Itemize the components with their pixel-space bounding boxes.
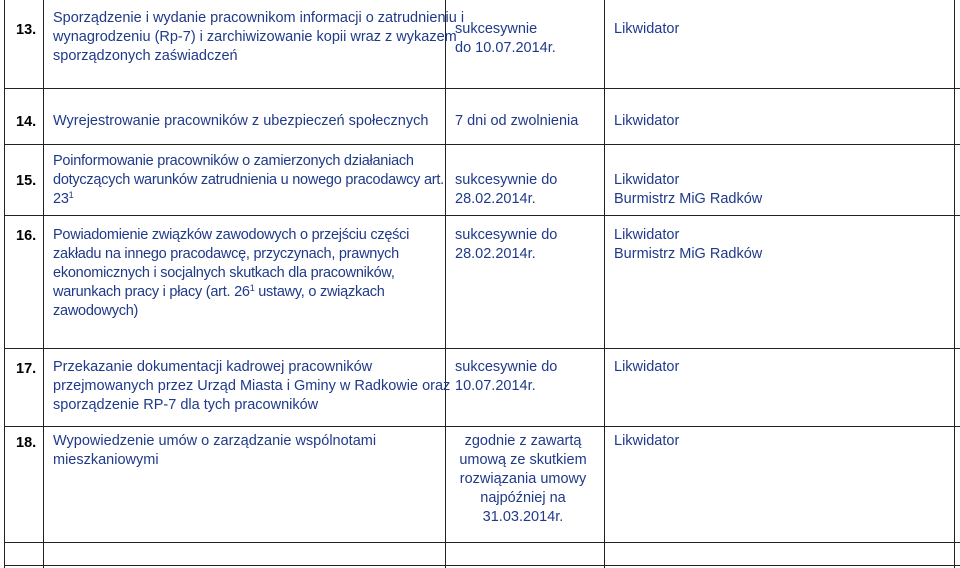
column-divider: [43, 0, 44, 568]
row-deadline: sukcesywnie do 10.07.2014r.: [455, 359, 558, 394]
column-divider: [445, 0, 446, 568]
row-number: 17.: [16, 361, 37, 377]
row-responsible: Likwidator Burmistrz MiG Radków: [614, 172, 763, 207]
row-responsible: Likwidator: [614, 433, 680, 449]
row-responsible: Likwidator: [614, 21, 680, 37]
row-description: Wyrejestrowanie pracowników z ubezpieczeń społecznych: [53, 113, 429, 129]
row-description: Powiadomienie związków zawodowych o przejściu części zakładu na innego pracodawcę, przyczynach, prawnych ekonomicznych i socjalnych skutkach dla pracowników, warunkach pracy i płacy (art. $26^1$ ustawy, o związkach zawodowych): [53, 227, 410, 319]
row-number: 18.: [16, 435, 37, 451]
row-deadline: 7 dni od zwolnienia: [455, 113, 579, 129]
row-deadline: sukcesywnie do 28.02.2014r.: [455, 227, 558, 262]
table-border-bottom: [4, 565, 960, 566]
row-divider: [4, 215, 960, 216]
row-divider: [4, 348, 960, 349]
row-responsible: Likwidator: [614, 113, 680, 129]
row-deadline: sukcesywnie do 10.07.2014r.: [455, 21, 556, 56]
row-divider: [4, 88, 960, 89]
row-number: 16.: [16, 228, 37, 244]
row-number: 14.: [16, 114, 37, 130]
row-responsible: Likwidator Burmistrz MiG Radków: [614, 227, 763, 262]
row-description: Wypowiedzenie umów o zarządzanie wspólnotami mieszkaniowymi: [53, 433, 377, 468]
row-divider: [4, 144, 960, 145]
row-responsible: Likwidator: [614, 359, 680, 375]
column-divider: [604, 0, 605, 568]
row-number: 13.: [16, 22, 37, 38]
row-description: Przekazanie dokumentacji kadrowej pracowników przejmowanych przez Urząd Miasta i Gminy w Radkowie oraz sporządzenie RP-7 dla tych pracowników: [53, 359, 451, 413]
table-border-right: [954, 0, 955, 568]
row-divider: [4, 542, 960, 543]
row-deadline: zgodnie z zawartą umową ze skutkiem rozwiązania umowy najpóźniej na 31.03.2014r.: [459, 433, 587, 525]
table-border-left: [4, 0, 5, 568]
row-number: 15.: [16, 173, 37, 189]
row-description: Sporządzenie i wydanie pracownikom informacji o zatrudnieniu i wynagrodzeniu (Rp-7) i zarchiwizowanie kopii wraz z wykazem sporządzonych zaświadczeń: [53, 10, 465, 64]
row-description: Poinformowanie pracowników o zamierzonych działaniach dotyczących warunków zatrudnienia u nowego pracodawcy art. $23^1$: [53, 153, 444, 207]
row-divider: [4, 426, 960, 427]
row-deadline: sukcesywnie do 28.02.2014r.: [455, 172, 558, 207]
